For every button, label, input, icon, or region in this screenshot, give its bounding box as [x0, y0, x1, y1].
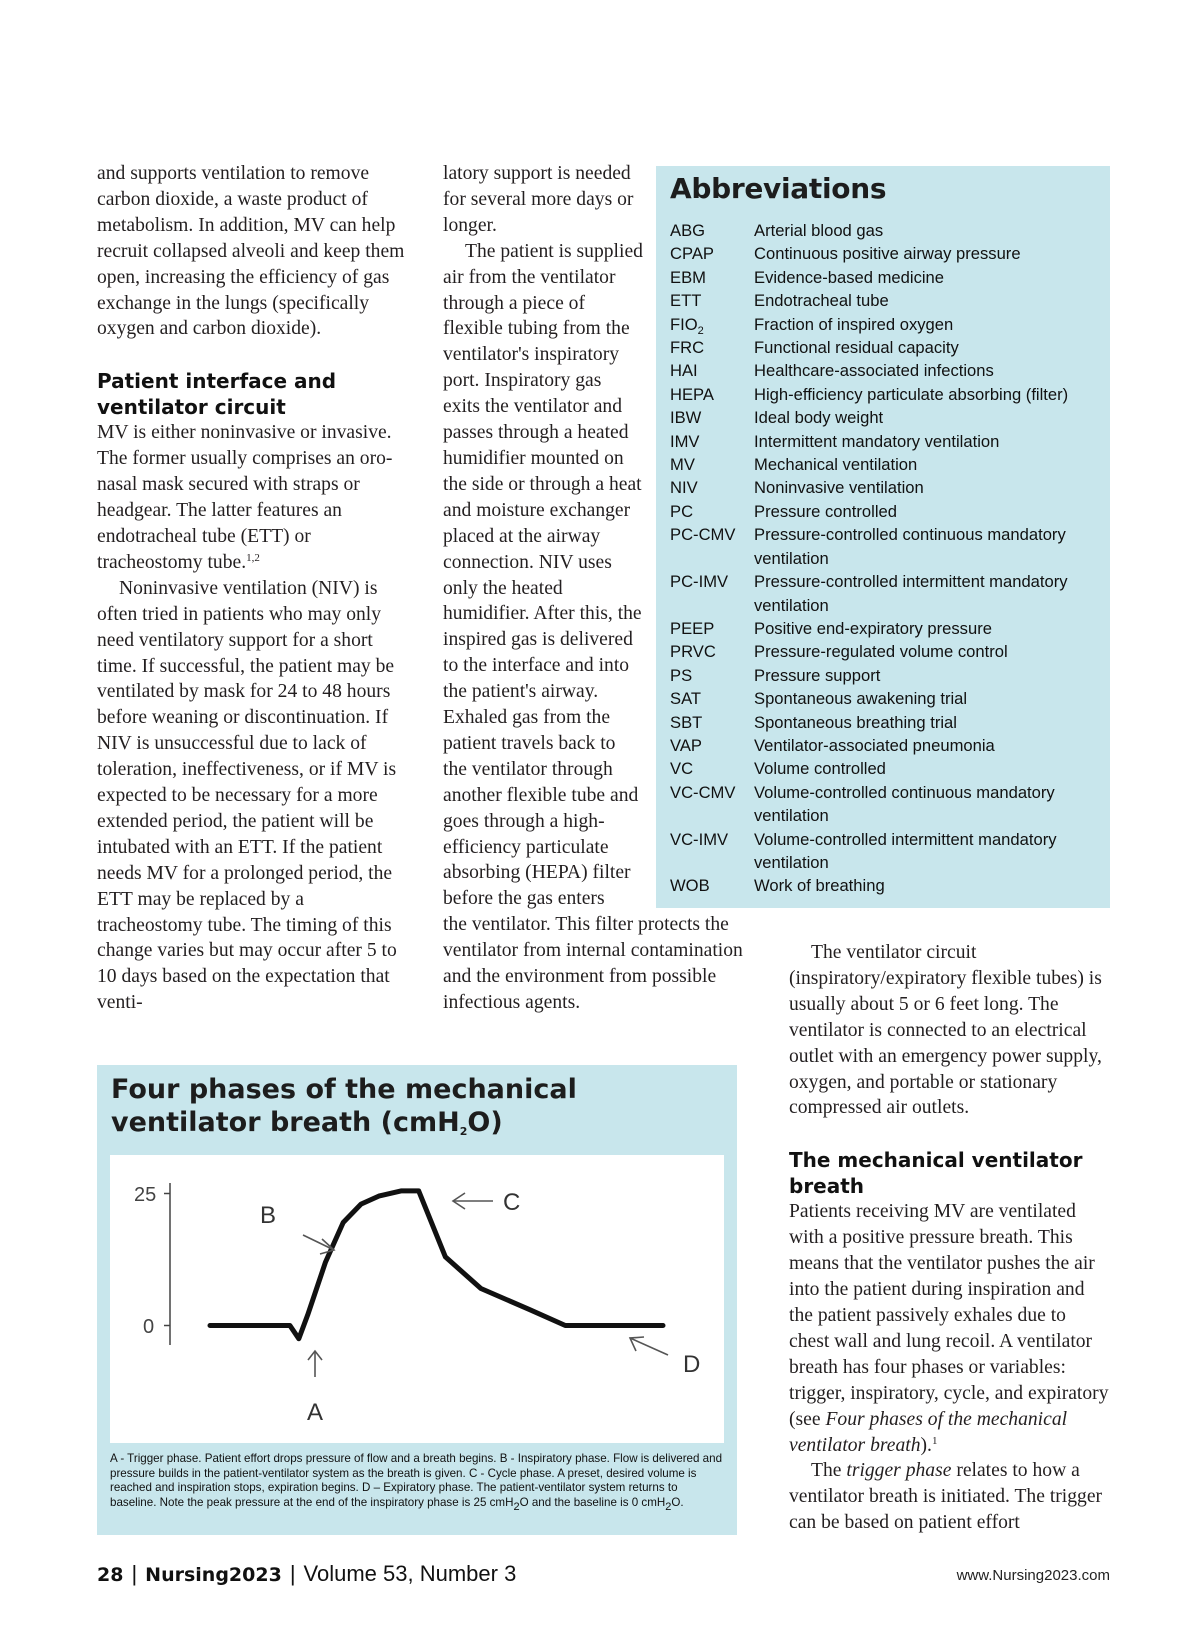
col3-paragraph-3 — [789, 1458, 1109, 1536]
phase-label-b: B — [260, 1202, 277, 1229]
abbreviation-row — [670, 711, 1102, 734]
abbreviation-definition: Continuous positive airway pressure — [754, 244, 1021, 264]
abbreviation-definition: Pressure controlled — [754, 501, 897, 521]
abbreviation-code-text: IMV — [670, 431, 700, 451]
footer-left — [97, 1561, 516, 1587]
abbreviation-row — [670, 406, 1102, 429]
abbreviation-definition: Fraction of inspired oxygen — [754, 314, 954, 334]
figure-caption-end: O. — [671, 1495, 684, 1509]
abbreviation-code-text: ETT — [670, 291, 702, 311]
abbreviation-row — [670, 336, 1102, 359]
magazine-name: Nursing2023 — [145, 1564, 282, 1586]
abbreviation-row — [670, 430, 1102, 453]
page-footer — [97, 1561, 1110, 1591]
abbreviation-code-text: HAI — [670, 361, 698, 381]
abbreviations-title: Abbreviations — [670, 172, 887, 205]
column-3 — [789, 940, 1109, 1536]
abbreviation-definition: Spontaneous awakening trial — [754, 689, 968, 709]
volume-info: Volume 53, Number 3 — [303, 1561, 517, 1586]
figure-caption — [110, 1452, 724, 1513]
abbreviation-code — [670, 313, 754, 336]
abbreviation-definition: Mechanical ventilation — [754, 455, 918, 475]
abbreviation-code — [670, 242, 754, 265]
figure-title-subscript: 2 — [459, 1125, 468, 1138]
abbreviation-code — [670, 336, 754, 359]
abbreviation-code-text: PC — [670, 501, 694, 521]
abbreviation-code-text: PS — [670, 665, 693, 685]
abbreviation-definition: Volume-controlled intermittent mandatory ventilation — [754, 829, 1057, 872]
col2-paragraph-3: the ventilator. This filter protects the ventilator from internal contamination and the environment from possible infectious agents. — [443, 914, 743, 1013]
figure-title-text: Four phases of the mechanical ventilator breath (cmH — [111, 1074, 577, 1138]
abbreviation-row — [670, 874, 1102, 897]
abbreviations-box — [656, 166, 1110, 908]
abbreviation-code-text: PEEP — [670, 618, 715, 638]
abbreviation-code — [670, 523, 754, 570]
abbreviation-code-text: FRC — [670, 338, 705, 358]
abbreviation-definition: Pressure-controlled intermittent mandatory ventilation — [754, 572, 1068, 615]
abbreviation-code-text: IBW — [670, 408, 702, 428]
abbreviation-definition: Positive end-expiratory pressure — [754, 618, 992, 638]
abbreviation-code — [670, 430, 754, 453]
abbreviation-definition: High-efficiency particulate absorbing (filter) — [754, 384, 1069, 404]
abbreviation-code-subscript: 2 — [697, 324, 704, 337]
abbreviation-definition: Ideal body weight — [754, 408, 884, 428]
abbreviation-definition: Pressure-controlled continuous mandatory ventilation — [754, 525, 1066, 568]
arrow-b — [303, 1235, 334, 1254]
abbreviation-code — [670, 757, 754, 780]
abbreviation-definition: Pressure-regulated volume control — [754, 642, 1008, 662]
abbreviation-code — [670, 500, 754, 523]
col3-paragraph-2 — [789, 1199, 1109, 1458]
phase-label-a: A — [307, 1399, 324, 1426]
abbreviation-code-text: VC-IMV — [670, 829, 729, 849]
abbreviation-code-text: PRVC — [670, 642, 716, 662]
abbreviation-code-text: HEPA — [670, 384, 714, 404]
abbreviation-code — [670, 570, 754, 617]
abbreviation-row — [670, 476, 1102, 499]
figure-box — [97, 1065, 737, 1535]
abbreviation-code-text: VC — [670, 759, 694, 779]
figure-plot-area — [110, 1155, 724, 1443]
abbreviation-row — [670, 266, 1102, 289]
col3-paragraph-2-text: Patients receiving MV are ventilated with a positive pressure breath. This means that the ventilator pushes the air into the patient during inspiration and the patient passively exhales due to chest wall and lung recoil. A ventilator breath has four phases or variables: trigger, inspiratory, cycle, and expiratory (see — [789, 1201, 1109, 1430]
abbreviation-definition: Endotracheal tube — [754, 291, 889, 311]
abbreviation-code-text: ABG — [670, 221, 706, 240]
arrow-a — [308, 1351, 322, 1377]
figure-reference: Four phases of the mechanical ventilator breath — [789, 1408, 1068, 1456]
abbreviation-row — [670, 289, 1102, 312]
arrow-c — [453, 1193, 493, 1209]
abbreviation-code — [670, 664, 754, 687]
abbreviation-code-text: VC-CMV — [670, 782, 736, 802]
abbreviation-code — [670, 874, 754, 897]
abbreviation-definition: Evidence-based medicine — [754, 267, 945, 287]
abbreviation-row — [670, 734, 1102, 757]
figure-caption-mid: O and the baseline is 0 cmH — [519, 1495, 666, 1509]
abbreviation-row — [670, 828, 1102, 875]
trigger-phase-term: trigger phase — [846, 1460, 952, 1482]
abbreviation-row — [670, 570, 1102, 617]
column-1 — [97, 161, 409, 1016]
abbreviation-code — [670, 640, 754, 663]
section-heading-patient-interface: Patient interface and ventilator circuit — [97, 369, 337, 420]
abbreviation-code-text: FIO — [670, 314, 698, 334]
abbreviation-definition: Noninvasive ventilation — [754, 478, 924, 498]
abbreviation-code — [670, 734, 754, 757]
abbreviation-definition: Functional residual capacity — [754, 338, 959, 358]
col3-paragraph-2-end: ). — [920, 1434, 932, 1456]
abbreviation-code-text: MV — [670, 455, 695, 475]
abbreviation-definition: Ventilator-associated pneumonia — [754, 735, 995, 755]
col2-paragraph-1: latory support is needed for several more days or longer. — [443, 163, 634, 236]
abbreviation-code-text: VAP — [670, 735, 702, 755]
abbreviation-code — [670, 359, 754, 382]
footer-separator: | — [289, 1561, 296, 1586]
col3-paragraph-3-end: relates to how a ventilator breath is initiated. The trigger can be based on patient effort — [789, 1460, 1103, 1534]
abbreviation-code — [670, 219, 754, 242]
arrow-d — [630, 1337, 668, 1355]
col1-paragraph-2-text: MV is either noninvasive or invasive. The former usually comprises an oro-nasal mask secured with straps or headgear. The latter features an endotracheal tube (ETT) or tracheostomy tube. — [97, 422, 393, 573]
y-tick-label-top: 25 — [134, 1184, 157, 1206]
col2-narrow-block — [443, 161, 643, 912]
figure-caption-text: A - Trigger phase. Patient effort drops pressure of flow and a breath begins. B - Inspiratory phase. Flow is delivered and pressure builds in the patient-ventilator system as the breath is given. C - Cycle phase. A preset, desired volume is reached and inspiration stops, expiration begins. D – Expiratory phase. The patient-ventilator system returns to baseline. Note the peak pressure at the end of the inspiratory phase is 25 cmH — [110, 1452, 723, 1509]
reference-superscript: 1,2 — [246, 551, 260, 564]
abbreviation-row — [670, 687, 1102, 710]
abbreviation-code-text: EBM — [670, 267, 706, 287]
abbreviation-row — [670, 640, 1102, 663]
abbreviation-code — [670, 687, 754, 710]
abbreviation-definition: Spontaneous breathing trial — [754, 712, 957, 732]
reference-superscript: 1 — [931, 1434, 938, 1447]
abbreviation-code-text: WOB — [670, 876, 710, 896]
abbreviation-code — [670, 617, 754, 640]
abbreviation-definition: Pressure support — [754, 665, 881, 685]
abbreviation-code-text: CPAP — [670, 244, 714, 264]
col1-paragraph-2 — [97, 420, 409, 575]
abbreviation-definition: Work of breathing — [754, 876, 885, 896]
phase-label-d: D — [683, 1351, 701, 1378]
abbreviation-code-text: SAT — [670, 689, 702, 709]
abbreviation-code — [670, 453, 754, 476]
abbreviation-row — [670, 242, 1102, 265]
abbreviation-definition: Intermittent mandatory ventilation — [754, 431, 1000, 451]
abbreviation-code — [670, 266, 754, 289]
abbreviation-code — [670, 406, 754, 429]
pressure-chart — [110, 1155, 724, 1443]
figure-title — [111, 1073, 711, 1139]
footer-separator: | — [131, 1561, 138, 1586]
abbreviation-code-text: NIV — [670, 478, 698, 498]
abbreviation-row — [670, 757, 1102, 780]
abbreviation-row — [670, 313, 1102, 336]
y-tick-label-zero: 0 — [143, 1316, 155, 1338]
abbreviation-row — [670, 359, 1102, 382]
abbreviation-row — [670, 500, 1102, 523]
col2-paragraph-2: The patient is supplied air from the ventilator through a piece of flexible tubing from the ventilator's inspiratory port. Inspiratory gas exits the ventilator and passes through a heated humidifier mounted on the side or through a heat and moisture exchanger placed at the airway connection. NIV uses only the heated humidifier. After this, the inspired gas is delivered to the interface and into the patient's airway. Exhaled gas from the patient travels back to the ventilator through another flexible tube and goes through a high-efficiency particulate absorbing (HEPA) filter before the gas enters — [443, 240, 643, 910]
col3-paragraph-1: The ventilator circuit (inspiratory/expiratory flexible tubes) is usually about 5 or 6 feet long. The ventilator is connected to an electrical outlet with an emergency power supply, oxygen, and portable or stationary compressed air outlets. — [789, 942, 1102, 1119]
section-heading-ventilator-breath: The mechanical ventilator breath — [789, 1148, 1083, 1199]
caption-subscript-2: 2 — [665, 1500, 672, 1513]
abbreviation-row — [670, 219, 1102, 242]
abbreviation-row — [670, 383, 1102, 406]
abbreviation-code — [670, 289, 754, 312]
abbreviation-row — [670, 664, 1102, 687]
abbreviation-code — [670, 383, 754, 406]
page-number: 28 — [97, 1564, 124, 1586]
abbreviation-code-text: PC-CMV — [670, 525, 736, 545]
pressure-trace — [210, 1191, 663, 1339]
abbreviation-definition: Arterial blood gas — [754, 221, 884, 240]
abbreviation-row — [670, 523, 1102, 570]
abbreviation-definition: Volume-controlled continuous mandatory ventilation — [754, 782, 1055, 826]
phase-label-c: C — [503, 1189, 521, 1216]
abbreviation-row — [670, 781, 1102, 828]
col3-paragraph-3-start: The — [811, 1460, 847, 1482]
abbreviation-row — [670, 453, 1102, 476]
abbreviation-code-text: PC-IMV — [670, 572, 729, 592]
abbreviation-code — [670, 476, 754, 499]
abbreviation-code — [670, 711, 754, 734]
abbreviation-code — [670, 828, 754, 875]
abbreviation-definition: Healthcare-associated infections — [754, 361, 994, 381]
caption-subscript-1: 2 — [513, 1500, 520, 1513]
abbreviations-list — [670, 219, 1102, 898]
col1-paragraph-3: Noninvasive ventilation (NIV) is often tried in patients who may only need ventilatory support for a short time. If successful, the patient may be ventilated by mask for 24 to 48 hours before weaning or discontinuation. If NIV is unsuccessful due to lack of toleration, ineffectiveness, or if MV is expected to be necessary for a more extended period, the patient will be intubated with an ETT. If the patient needs MV for a prolonged period, the ETT may be replaced by a tracheostomy tube. The timing of this change varies but may occur after 5 to 10 days based on the expectation that venti- — [97, 577, 397, 1014]
abbreviation-code-text: SBT — [670, 712, 703, 732]
abbreviation-row — [670, 617, 1102, 640]
footer-url[interactable]: www.Nursing2023.com — [956, 1567, 1110, 1584]
figure-title-end: O) — [467, 1107, 503, 1138]
abbreviation-code — [670, 781, 754, 828]
abbreviation-definition: Volume controlled — [754, 759, 886, 779]
col1-paragraph-1: and supports ventilation to remove carbon dioxide, a waste product of metabolism. In addition, MV can help recruit collapsed alveoli and keep them open, increasing the efficiency of gas exchange in the lungs (specifically oxygen and carbon dioxide). — [97, 163, 405, 340]
